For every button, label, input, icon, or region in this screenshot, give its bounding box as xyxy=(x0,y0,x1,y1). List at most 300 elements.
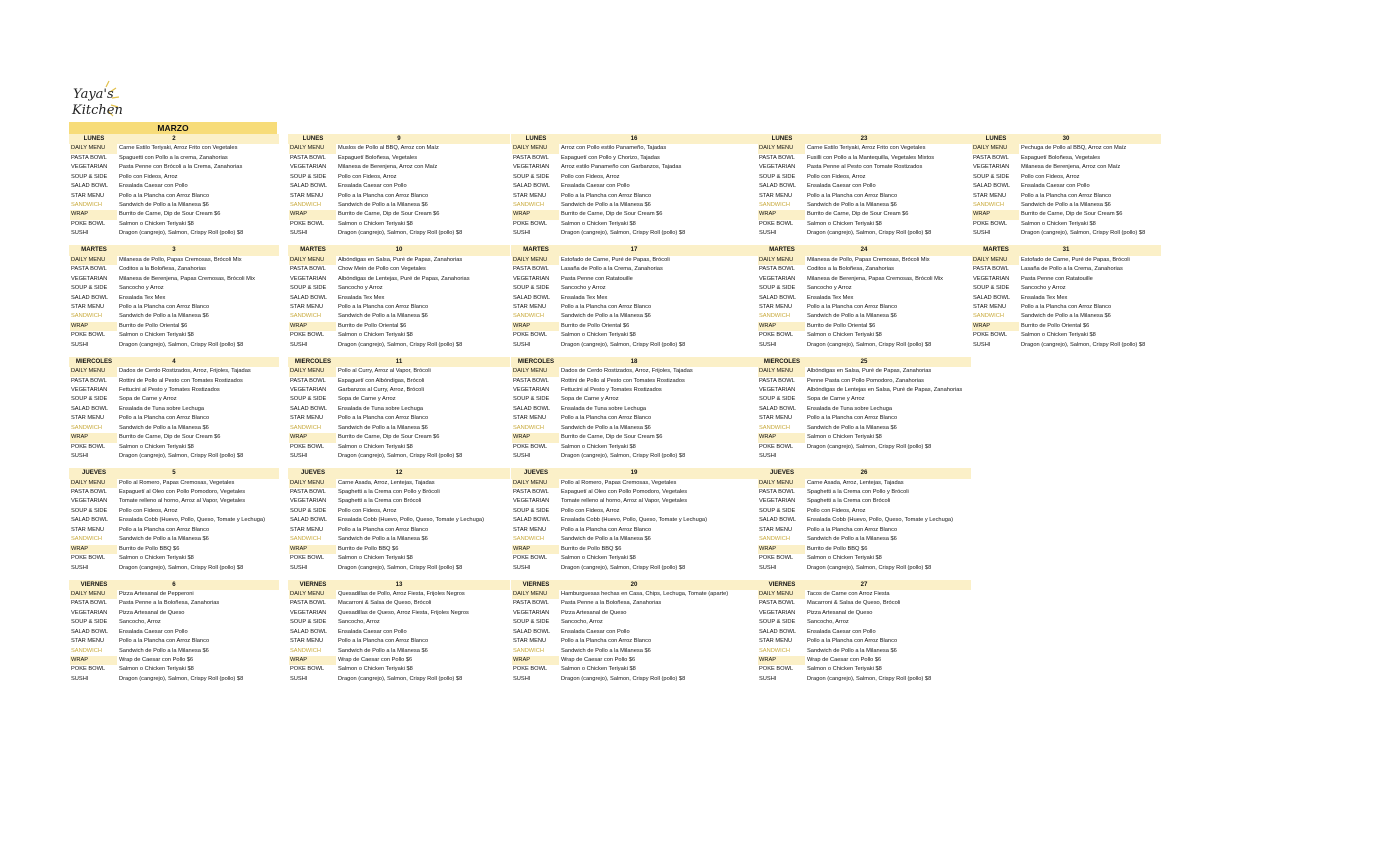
menu-row xyxy=(757,144,971,153)
menu-category: PASTA BOWL xyxy=(71,154,107,161)
menu-row xyxy=(288,535,510,544)
day-header xyxy=(511,580,757,590)
menu-row xyxy=(757,256,971,265)
menu-row xyxy=(288,665,510,674)
menu-category: POKE BOWL xyxy=(290,332,325,339)
menu-category: SANDWICH xyxy=(513,424,544,431)
menu-dish: Milanesa de Berenjena, Arroz con Maíz xyxy=(338,164,438,171)
day-date: 30 xyxy=(1062,135,1070,142)
menu-row xyxy=(971,154,1161,163)
menu-row xyxy=(288,564,510,573)
menu-row xyxy=(757,312,971,321)
menu-row xyxy=(511,675,757,684)
menu-dish: Muslos de Pollo al BBQ, Arroz con Maíz xyxy=(338,145,439,152)
day-header xyxy=(511,245,757,255)
day-name: MARTES xyxy=(769,246,795,254)
day-name: VIERNES xyxy=(80,580,108,588)
menu-dish: Tacos de Carne con Arroz Fiesta xyxy=(807,590,890,597)
menu-dish: Sandwich de Pollo a la Milanesa $6 xyxy=(561,202,651,209)
menu-dish: Pollo a la Plancha con Arroz Blanco xyxy=(561,526,652,533)
menu-row xyxy=(511,182,757,191)
menu-category: VEGETARIAN xyxy=(513,164,550,171)
menu-dish: Ensalada Tex Mex xyxy=(561,294,608,301)
menu-category: WRAP xyxy=(70,656,117,665)
menu-category: SOUP & SIDE xyxy=(71,173,108,180)
day-block xyxy=(971,134,1161,245)
menu-category: WRAP xyxy=(512,433,559,442)
menu-row xyxy=(971,173,1161,182)
menu-row xyxy=(757,545,971,554)
menu-dish: Salmon o Chicken Teriyaki $8 xyxy=(338,443,413,450)
menu-row xyxy=(757,443,971,452)
menu-row xyxy=(288,144,510,153)
menu-dish: Sandwich de Pollo a la Milanesa $6 xyxy=(561,313,651,320)
menu-row xyxy=(971,256,1161,265)
menu-dish: Sandwich de Pollo a la Milanesa $6 xyxy=(338,202,428,209)
menu-category: DAILY MENU xyxy=(972,256,1019,265)
day-block xyxy=(288,357,510,468)
menu-category: PASTA BOWL xyxy=(513,377,549,384)
menu-category: DAILY MENU xyxy=(512,590,559,599)
menu-category: POKE BOWL xyxy=(759,666,794,673)
menu-dish: Dragon (cangrejo), Salmon, Crispy Roll (pollo) $8 xyxy=(338,564,463,571)
day-header xyxy=(69,357,279,367)
menu-category: DAILY MENU xyxy=(758,256,805,265)
menu-category: SOUP & SIDE xyxy=(290,619,327,626)
menu-row xyxy=(511,554,757,563)
menu-category: SUSHI xyxy=(973,341,991,348)
menu-row xyxy=(511,507,757,516)
menu-dish: Ensalada Caesar con Pollo xyxy=(119,183,188,190)
day-name: MARTES xyxy=(81,246,107,254)
menu-dish: Pollo a la Plancha con Arroz Blanco xyxy=(119,638,210,645)
menu-dish: Salmon o Chicken Teriyaki $8 xyxy=(119,666,194,673)
menu-dish: Sancocho y Arroz xyxy=(1021,285,1066,292)
menu-row xyxy=(69,526,279,535)
menu-row xyxy=(288,303,510,312)
menu-dish: Pasta Penne a la Boloñesa, Zanahorias xyxy=(561,600,662,607)
menu-row xyxy=(511,609,757,618)
menu-category: SANDWICH xyxy=(759,313,790,320)
menu-category: PASTA BOWL xyxy=(71,600,107,607)
menu-category: SOUP & SIDE xyxy=(513,619,550,626)
menu-category: SANDWICH xyxy=(759,202,790,209)
menu-category: STAR MENU xyxy=(71,415,105,422)
menu-row xyxy=(288,201,510,210)
menu-dish: Pollo a la Plancha con Arroz Blanco xyxy=(561,303,652,310)
menu-category: DAILY MENU xyxy=(289,479,336,488)
menu-category: SOUP & SIDE xyxy=(759,173,796,180)
menu-category: PASTA BOWL xyxy=(759,600,795,607)
menu-category: SANDWICH xyxy=(513,313,544,320)
day-date: 10 xyxy=(395,246,403,254)
menu-category: SUSHI xyxy=(759,564,777,571)
menu-category: SUSHI xyxy=(71,453,89,460)
menu-dish: Pizza Artesanal de Queso xyxy=(807,609,873,616)
menu-row xyxy=(971,341,1161,350)
menu-dish: Lasaña de Pollo a la Crema, Zanahorias xyxy=(561,266,663,273)
menu-row xyxy=(288,331,510,340)
menu-dish: Pechuga de Pollo al BBQ, Arroz con Maíz xyxy=(1021,145,1127,152)
day-name: MIERCOLES xyxy=(763,357,801,365)
day-date: 31 xyxy=(1062,246,1070,254)
day-name: JUEVES xyxy=(81,469,107,477)
menu-category: POKE BOWL xyxy=(973,332,1008,339)
week-column xyxy=(288,134,510,691)
day-block xyxy=(757,245,971,356)
menu-dish: Pizza Artesanal de Queso xyxy=(561,609,627,616)
menu-row xyxy=(757,414,971,423)
day-block xyxy=(511,357,757,468)
day-header xyxy=(69,468,279,478)
menu-category: POKE BOWL xyxy=(513,332,548,339)
menu-dish: Dados de Cerdo Rostizados, Arroz, Frijoles, Tajadas xyxy=(561,368,693,375)
menu-dish: Dragon (cangrejo), Salmon, Crispy Roll (pollo) $8 xyxy=(119,341,244,348)
menu-category: DAILY MENU xyxy=(70,479,117,488)
menu-category: VEGETARIAN xyxy=(759,275,796,282)
week-column xyxy=(69,134,279,691)
day-date: 27 xyxy=(860,580,868,588)
menu-dish: Carne Estilo Teriyaki, Arroz Frito con Vegetales xyxy=(807,145,926,152)
menu-row xyxy=(757,647,971,656)
day-block xyxy=(757,580,971,691)
day-block xyxy=(69,245,279,356)
menu-category: STAR MENU xyxy=(759,415,793,422)
day-block xyxy=(511,134,757,245)
menu-row xyxy=(69,545,279,554)
day-date: 12 xyxy=(395,469,403,477)
menu-category: SALAD BOWL xyxy=(71,183,108,190)
menu-row xyxy=(971,201,1161,210)
menu-dish: Sandwich de Pollo a la Milanesa $6 xyxy=(119,424,209,431)
menu-category: PASTA BOWL xyxy=(290,266,326,273)
menu-category: SALAD BOWL xyxy=(759,183,796,190)
menu-row xyxy=(69,488,279,497)
menu-category: VEGETARIAN xyxy=(71,275,108,282)
menu-row xyxy=(511,618,757,627)
menu-row xyxy=(288,443,510,452)
menu-category: STAR MENU xyxy=(290,303,324,310)
menu-row xyxy=(511,433,757,442)
menu-dish: Milanesa de Berenjena, Papas Cremosas, Brócoli Mix xyxy=(807,275,943,282)
menu-category: VEGETARIAN xyxy=(513,387,550,394)
menu-dish: Sopa de Carne y Arroz xyxy=(561,396,619,403)
day-header xyxy=(288,580,510,590)
menu-row xyxy=(288,452,510,461)
menu-category: STAR MENU xyxy=(513,526,547,533)
day-block xyxy=(288,468,510,579)
menu-category: POKE BOWL xyxy=(290,220,325,227)
menu-dish: Estofado de Carne, Puré de Papas, Brócoli xyxy=(561,256,670,263)
day-header xyxy=(971,245,1161,255)
day-date: 6 xyxy=(172,580,176,588)
menu-row xyxy=(971,192,1161,201)
menu-row xyxy=(69,414,279,423)
day-header xyxy=(511,134,757,144)
day-date: 23 xyxy=(860,135,868,142)
menu-dish: Dragon (cangrejo), Salmon, Crispy Roll (pollo) $8 xyxy=(561,453,686,460)
day-name: VIERNES xyxy=(768,580,796,588)
menu-dish: Sancocho, Arroz xyxy=(807,619,849,626)
menu-dish: Pollo a la Plancha con Arroz Blanco xyxy=(561,415,652,422)
menu-dish: Salmon o Chicken Teriyaki $8 xyxy=(338,220,413,227)
menu-dish: Albóndigas en Salsa, Puré de Papas, Zanahorias xyxy=(338,256,463,263)
day-date: 9 xyxy=(397,135,401,142)
menu-category: WRAP xyxy=(289,322,336,331)
menu-row xyxy=(757,386,971,395)
day-date: 19 xyxy=(630,469,638,477)
day-header xyxy=(69,134,279,144)
menu-row xyxy=(511,377,757,386)
menu-row xyxy=(288,637,510,646)
week-column xyxy=(757,134,971,691)
menu-category: SUSHI xyxy=(290,453,308,460)
menu-dish: Burrito de Pollo Oriental $6 xyxy=(561,322,630,329)
menu-row xyxy=(69,220,279,229)
menu-row xyxy=(511,665,757,674)
menu-row xyxy=(757,497,971,506)
menu-row xyxy=(511,201,757,210)
day-block xyxy=(69,134,279,245)
menu-dish: Salmon o Chicken Teriyaki $8 xyxy=(1021,220,1096,227)
menu-row xyxy=(69,637,279,646)
menu-dish: Wrap de Caesar con Pollo $6 xyxy=(807,657,882,664)
menu-dish: Sandwich de Pollo a la Milanesa $6 xyxy=(338,313,428,320)
menu-row xyxy=(69,564,279,573)
menu-category: SALAD BOWL xyxy=(973,294,1010,301)
menu-dish: Spaguetti con Pollo a la crema, Zanahorias xyxy=(119,154,228,161)
menu-category: POKE BOWL xyxy=(759,555,794,562)
menu-row xyxy=(971,220,1161,229)
menu-category: SUSHI xyxy=(513,675,531,682)
menu-row xyxy=(757,675,971,684)
menu-row xyxy=(288,599,510,608)
day-date: 3 xyxy=(172,246,176,254)
menu-row xyxy=(971,275,1161,284)
menu-dish: Arroz estilo Panameño con Garbanzos, Tajadas xyxy=(561,164,682,171)
menu-row xyxy=(69,424,279,433)
menu-category: SOUP & SIDE xyxy=(71,507,108,514)
menu-row xyxy=(757,479,971,488)
menu-row xyxy=(69,609,279,618)
menu-row xyxy=(511,265,757,274)
day-block xyxy=(757,357,971,468)
menu-category: PASTA BOWL xyxy=(759,154,795,161)
menu-dish: Salmon o Chicken Teriyaki $8 xyxy=(561,332,636,339)
menu-dish: Spaghetti a la Crema con Brócoli xyxy=(338,498,422,505)
menu-category: DAILY MENU xyxy=(512,367,559,376)
menu-dish: Sandwich de Pollo a la Milanesa $6 xyxy=(807,313,897,320)
menu-row xyxy=(288,675,510,684)
menu-category: SANDWICH xyxy=(71,536,102,543)
menu-dish: Ensalada Caesar con Pollo xyxy=(119,628,188,635)
menu-category: POKE BOWL xyxy=(71,555,106,562)
menu-row xyxy=(757,303,971,312)
menu-category: POKE BOWL xyxy=(759,443,794,450)
menu-dish: Dragon (cangrejo), Salmon, Crispy Roll (pollo) $8 xyxy=(807,230,932,237)
menu-row xyxy=(69,665,279,674)
menu-dish: Burrito de Pollo BBQ $6 xyxy=(561,545,622,552)
menu-row xyxy=(511,331,757,340)
menu-category: POKE BOWL xyxy=(290,443,325,450)
menu-dish: Ensalada Tex Mex xyxy=(119,294,166,301)
menu-category: SALAD BOWL xyxy=(71,517,108,524)
menu-row xyxy=(69,367,279,376)
menu-dish: Tomate relleno al horno, Arroz al Vapor, Vegetales xyxy=(119,498,246,505)
menu-category: SUSHI xyxy=(513,564,531,571)
menu-row xyxy=(288,526,510,535)
menu-row xyxy=(511,516,757,525)
menu-category: WRAP xyxy=(70,322,117,331)
day-date: 13 xyxy=(395,580,403,588)
menu-dish: Ensalada Tex Mex xyxy=(807,294,854,301)
menu-category: WRAP xyxy=(972,322,1019,331)
menu-category: SALAD BOWL xyxy=(513,517,550,524)
menu-row xyxy=(288,275,510,284)
menu-category: VEGETARIAN xyxy=(759,164,796,171)
menu-category: STAR MENU xyxy=(290,526,324,533)
logo-line-2: Kitchen xyxy=(72,103,122,118)
menu-category: SUSHI xyxy=(759,230,777,237)
menu-dish: Salmon o Chicken Teriyaki $8 xyxy=(119,332,194,339)
menu-category: WRAP xyxy=(972,210,1019,219)
menu-row xyxy=(971,331,1161,340)
menu-dish: Pollo con Fideos, Arroz xyxy=(338,173,397,180)
menu-row xyxy=(511,144,757,153)
menu-row xyxy=(288,284,510,293)
menu-dish: Ensalada de Tuna sobre Lechuga xyxy=(561,405,647,412)
menu-dish: Pasta Penne con Brócoli a la Crema, Zanahorias xyxy=(119,164,243,171)
menu-dish: Pollo a la Plancha con Arroz Blanco xyxy=(1021,303,1112,310)
menu-dish: Rottini de Pollo al Pesto con Tomates Rostizados xyxy=(119,377,243,384)
menu-category: SALAD BOWL xyxy=(290,183,327,190)
menu-category: SANDWICH xyxy=(513,202,544,209)
menu-category: SALAD BOWL xyxy=(71,405,108,412)
menu-dish: Burrito de Pollo BBQ $6 xyxy=(119,545,180,552)
menu-row xyxy=(757,516,971,525)
menu-category: SALAD BOWL xyxy=(759,517,796,524)
menu-dish: Ensalada Caesar con Pollo xyxy=(338,628,407,635)
menu-row xyxy=(288,367,510,376)
menu-category: WRAP xyxy=(512,322,559,331)
menu-dish: Dragon (cangrejo), Salmon, Crispy Roll (pollo) $8 xyxy=(807,675,932,682)
menu-dish: Salmon o Chicken Teriyaki $8 xyxy=(561,443,636,450)
menu-dish: Sandwich de Pollo a la Milanesa $6 xyxy=(119,313,209,320)
day-block xyxy=(971,245,1161,356)
menu-row xyxy=(69,395,279,404)
menu-category: SALAD BOWL xyxy=(290,405,327,412)
menu-dish: Dragon (cangrejo), Salmon, Crispy Roll (pollo) $8 xyxy=(1021,230,1146,237)
menu-dish: Ensalada Cobb (Huevo, Pollo, Queso, Tomate y Lechuga) xyxy=(119,517,265,524)
menu-category: STAR MENU xyxy=(71,526,105,533)
day-block xyxy=(288,134,510,245)
menu-dish: Quesadillas de Pollo, Arroz Fiesta, Frijoles Negros xyxy=(338,590,465,597)
menu-category: SUSHI xyxy=(290,230,308,237)
menu-row xyxy=(757,488,971,497)
menu-row xyxy=(757,433,971,442)
menu-row xyxy=(69,675,279,684)
menu-category: SALAD BOWL xyxy=(759,628,796,635)
menu-dish: Sandwich de Pollo a la Milanesa $6 xyxy=(338,536,428,543)
menu-dish: Pasta Penne con Ratatouille xyxy=(561,275,633,282)
menu-category: SANDWICH xyxy=(71,647,102,654)
menu-row xyxy=(288,377,510,386)
menu-dish: Sandwich de Pollo a la Milanesa $6 xyxy=(561,647,651,654)
menu-category: DAILY MENU xyxy=(289,590,336,599)
day-date: 11 xyxy=(395,357,403,365)
menu-dish: Sopa de Carne y Arroz xyxy=(807,396,865,403)
menu-row xyxy=(757,637,971,646)
menu-category: SUSHI xyxy=(290,564,308,571)
menu-dish: Dragon (cangrejo), Salmon, Crispy Roll (pollo) $8 xyxy=(1021,341,1146,348)
menu-dish: Sopa de Carne y Arroz xyxy=(338,396,396,403)
menu-category: STAR MENU xyxy=(759,303,793,310)
menu-dish: Pollo a la Plancha con Arroz Blanco xyxy=(338,192,429,199)
menu-row xyxy=(69,497,279,506)
menu-category: SALAD BOWL xyxy=(71,294,108,301)
menu-category: VEGETARIAN xyxy=(290,609,327,616)
day-block xyxy=(69,468,279,579)
menu-category: SOUP & SIDE xyxy=(71,285,108,292)
menu-category: WRAP xyxy=(758,322,805,331)
menu-dish: Pollo a la Plancha con Arroz Blanco xyxy=(119,415,210,422)
menu-row xyxy=(69,192,279,201)
menu-category: VEGETARIAN xyxy=(759,387,796,394)
menu-dish: Dragon (cangrejo), Salmon, Crispy Roll (pollo) $8 xyxy=(119,564,244,571)
day-block xyxy=(511,580,757,691)
menu-category: STAR MENU xyxy=(290,638,324,645)
day-name: LUNES xyxy=(771,135,793,142)
menu-category: WRAP xyxy=(758,656,805,665)
menu-row xyxy=(757,535,971,544)
menu-category: WRAP xyxy=(758,210,805,219)
menu-category: SUSHI xyxy=(513,341,531,348)
menu-dish: Salmon o Chicken Teriyaki $8 xyxy=(119,443,194,450)
menu-row xyxy=(511,647,757,656)
menu-row xyxy=(757,507,971,516)
menu-row xyxy=(971,210,1161,219)
menu-row xyxy=(757,665,971,674)
menu-row xyxy=(69,618,279,627)
menu-category: POKE BOWL xyxy=(759,332,794,339)
day-name: LUNES xyxy=(525,135,547,142)
menu-dish: Salmon o Chicken Teriyaki $8 xyxy=(119,555,194,562)
menu-dish: Sandwich de Pollo a la Milanesa $6 xyxy=(119,647,209,654)
menu-row xyxy=(288,545,510,554)
menu-category: SUSHI xyxy=(759,341,777,348)
menu-category: SOUP & SIDE xyxy=(290,507,327,514)
day-block xyxy=(757,468,971,579)
menu-dish: Macarroni & Salsa de Queso, Brócoli xyxy=(338,600,432,607)
day-header xyxy=(757,245,971,255)
menu-dish: Fettucini al Pesto y Tomates Rostizados xyxy=(119,387,220,394)
menu-dish: Burrito de Pollo Oriental $6 xyxy=(338,322,407,329)
menu-category: VEGETARIAN xyxy=(290,275,327,282)
menu-category: WRAP xyxy=(289,545,336,554)
menu-dish: Pollo con Fideos, Arroz xyxy=(119,173,178,180)
menu-row xyxy=(69,405,279,414)
menu-row xyxy=(69,303,279,312)
menu-dish: Espaguetí con Albóndigas, Brócoli xyxy=(338,377,425,384)
menu-category: SALAD BOWL xyxy=(290,517,327,524)
menu-row xyxy=(288,507,510,516)
menu-category: VEGETARIAN xyxy=(759,498,796,505)
day-block xyxy=(69,580,279,691)
day-header xyxy=(288,357,510,367)
menu-dish: Garbanzos al Curry, Arroz, Brócoli xyxy=(338,387,424,394)
menu-category: SANDWICH xyxy=(759,647,790,654)
menu-row xyxy=(511,303,757,312)
